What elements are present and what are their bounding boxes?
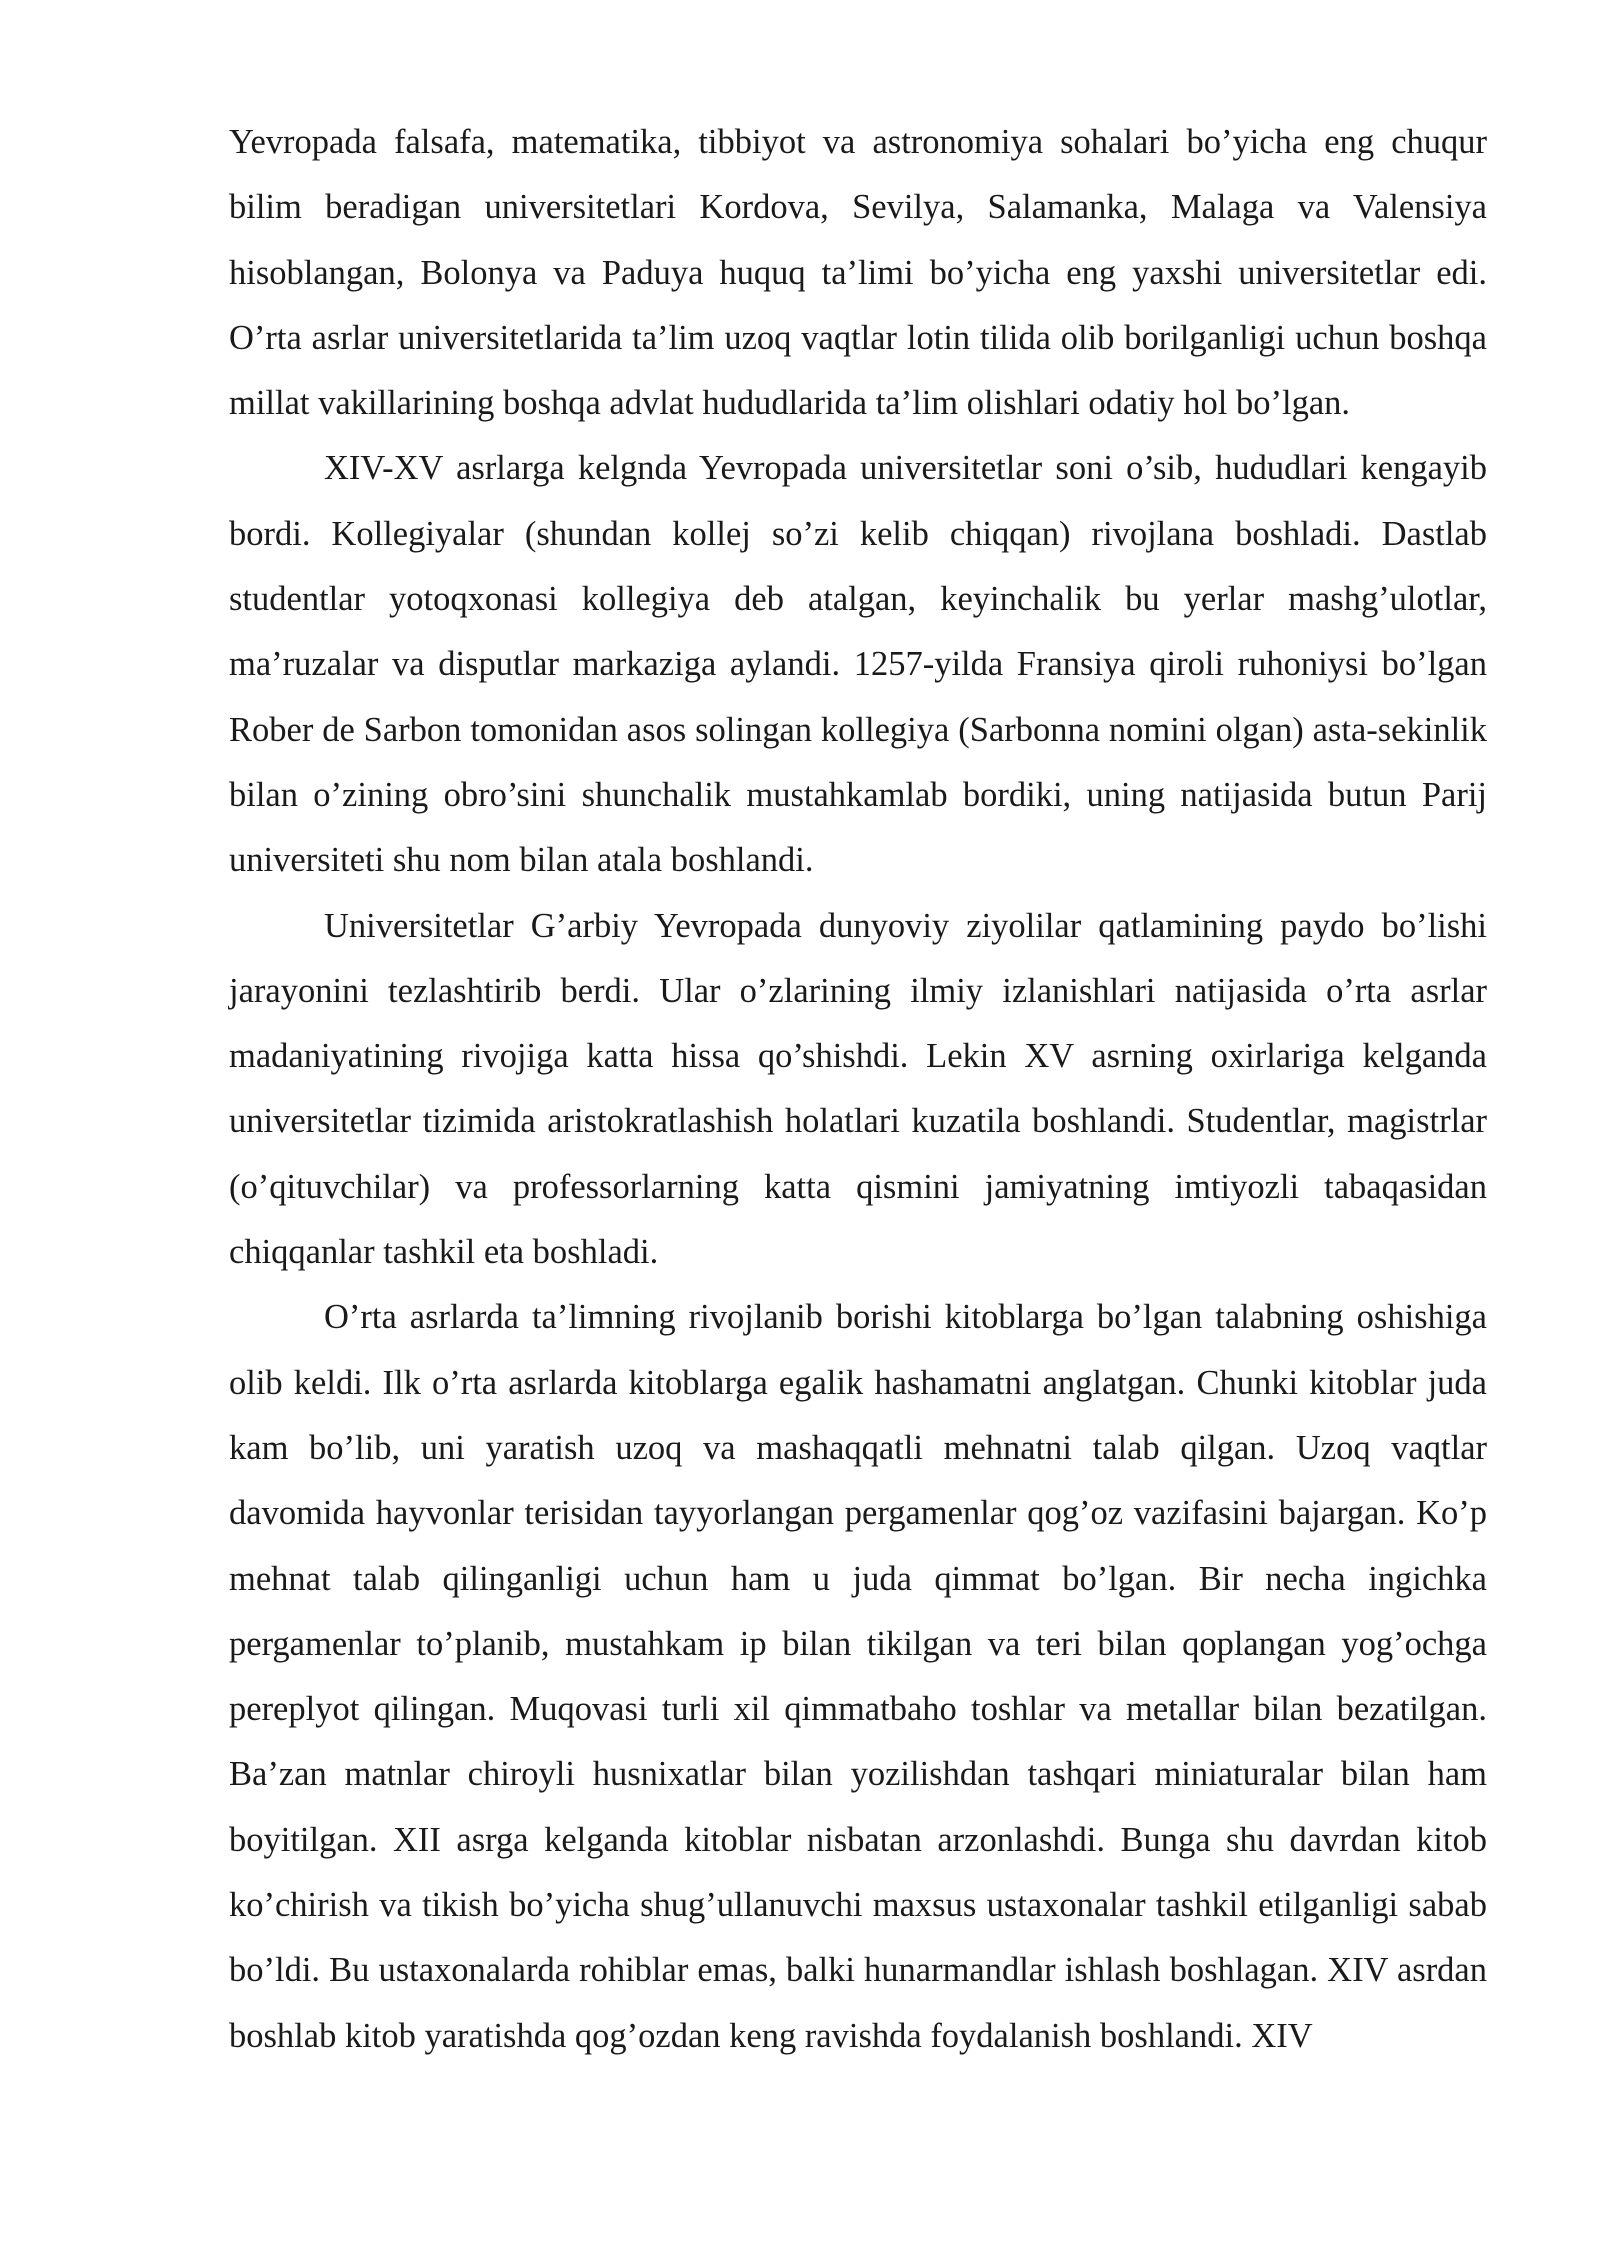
paragraph-3: Universitetlar G’arbiy Yevropada dunyoviy ziyolilar qatlamining paydo bo’lishi jarayonini tezlashtirib berdi. Ular o’zlarining ilmiy izlanishlari natijasida o’rta asrlar madaniyatining rivojiga katta hissa qo’shishdi. Lekin XV asrning oxirlariga kelganda universitetlar tizimida aristokratlashish holatlari kuzatila boshlandi. Studentlar, magistrlar (o’qituvchilar) va professorlarning katta qismini jamiyatning imtiyozli tabaqasidan chiqqanlar tashkil eta boshladi.: [229, 906, 1487, 1272]
paragraph-2: XIV-XV asrlarga kelgnda Yevropada universitetlar soni o’sib, hududlari kengayib bordi. Kollegiyalar (shundan kollej so’zi kelib chiqqan) rivojlana boshladi. Dastlab studentlar yotoqxonasi kollegiya deb atalgan, keyinchalik bu yerlar mashg’ulotlar, ma’ruzalar va disputlar markaziga aylandi. 1257-yilda Fransiya qiroli ruhoniysi bo’lgan Rober de Sarbon tomonidan asos solingan kollegiya (Sarbonna nomini olgan) asta-sekinlik bilan o’zining obro’sini shunchalik mustahkamlab bordiki, uning natijasida butun Parij universiteti shu nom bilan atala boshlandi.: [229, 449, 1487, 880]
paragraph-1: Yevropada falsafa, matematika, tibbiyot va astronomiya sohalari bo’yicha eng chuqur bilim beradigan universitetlari Kordova, Sevilya, Salamanka, Malaga va Valensiya hisoblangan, Bolonya va Paduya huquq ta’limi bo’yicha eng yaxshi universitetlar edi. O’rta asrlar universitetlarida ta’lim uzoq vaqtlar lotin tilida olib borilganligi uchun boshqa millat vakillarining boshqa advlat hududlarida ta’lim olishlari odatiy hol bo’lgan.: [229, 123, 1487, 423]
document-page: [229, 110, 1487, 2069]
paragraph-4: O’rta asrlarda ta’limning rivojlanib borishi kitoblarga bo’lgan talabning oshishiga olib keldi. Ilk o’rta asrlarda kitoblarga egalik hashamatni anglatgan. Chunki kitoblar juda kam bo’lib, uni yaratish uzoq va mashaqqatli mehnatni talab qilgan. Uzoq vaqtlar davomida hayvonlar terisidan tayyorlangan pergamenlar qog’oz vazifasini bajargan. Ko’p mehnat talab qilinganligi uchun ham u juda qimmat bo’lgan. Bir necha ingichka pergamenlar to’planib, mustahkam ip bilan tikilgan va teri bilan qoplangan yog’ochga pereplyot qilingan. Muqovasi turli xil qimmatbaho toshlar va metallar bilan bezatilgan. Ba’zan matnlar chiroyli husnixatlar bilan yozilishdan tashqari miniaturalar bilan ham boyitilgan. XII asrga kelganda kitoblar nisbatan arzonlashdi. Bunga shu davrdan kitob ko’chirish va tikish bo’yicha shug’ullanuvchi maxsus ustaxonalar tashkil etilganligi sabab bo’ldi. Bu ustaxonalarda rohiblar emas, balki hunarmandlar ishlash boshlagan. XIV asrdan boshlab kitob yaratishda qog’ozdan keng ravishda foydalanish boshlandi. XIV: [229, 1298, 1487, 2055]
